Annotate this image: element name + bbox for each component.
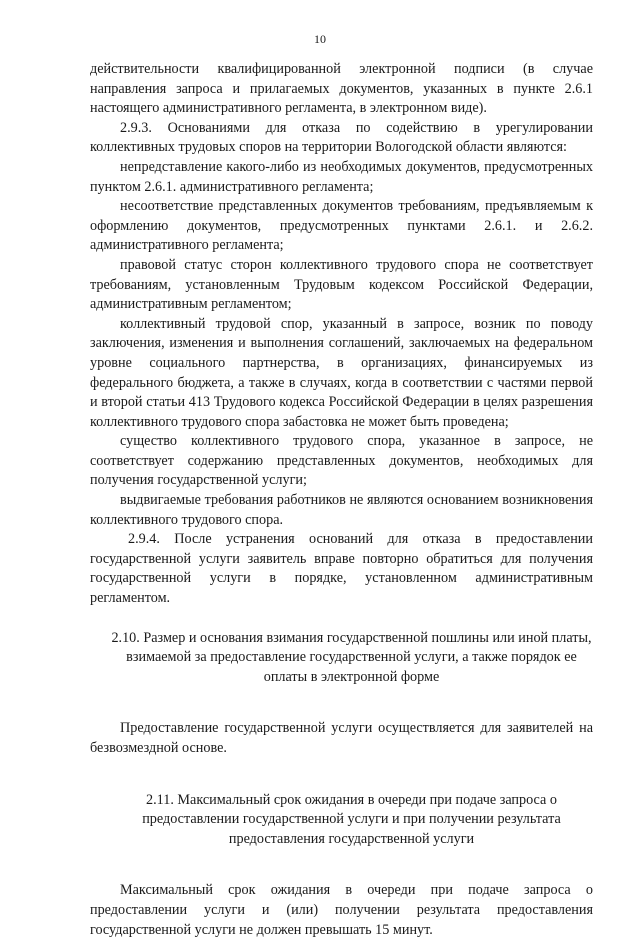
section-text-2-11: Максимальный срок ожидания в очереди при подаче запроса о предоставлении услуги и (или) получении результата предоставления государственной услуги не должен превышать 15 минут. <box>90 882 593 938</box>
list-item-dispute-content: существо коллективного трудового спора, указанное в запросе, не соответствует содержанию представленных документов, необходимых для получения государственной услуги; <box>90 433 593 489</box>
list-item-legal-status: правовой статус сторон коллективного трудового спора не соответствует требованиям, установленным Трудовым кодексом Российской Федерации, административным регламентом; <box>90 256 593 313</box>
document-body <box>90 60 593 940</box>
section-heading-2-11: 2.11. Максимальный срок ожидания в очереди при подаче запроса о предоставлении государственной услуги и при получении результата предоставления государственной услуги <box>142 791 561 847</box>
paragraph-continuation: действительности квалифицированной электронной подписи (в случае направления запроса и прилагаемых документов, указанных в пункте 2.6.1 настоящего административного регламента, в электронном виде). <box>90 61 593 117</box>
page-number: 10 <box>314 32 326 46</box>
paragraph-2-9-3: 2.9.3. Основаниями для отказа по содействию в урегулировании коллективных трудовых споров на территории Вологодской области являются: <box>90 119 593 156</box>
list-item-document-mismatch: несоответствие представленных документов требованиям, предъявляемым к оформлению документов, предусмотренных пунктами 2.6.1. и 2.6.2. административного регламента; <box>90 198 593 254</box>
paragraph-2-9-4: 2.9.4. После устранения оснований для отказа в предоставлении государственной услуги заявитель вправе повторно обратиться для получения государственной услуги в порядке, установленном административным регламентом. <box>90 531 593 607</box>
section-text-2-10: Предоставление государственной услуги осуществляется для заявителей на безвозмездной основе. <box>90 720 593 756</box>
list-item-demands: выдвигаемые требования работников не являются основанием возникновения коллективного трудового спора. <box>90 492 593 528</box>
list-item-missing-documents: непредставление какого-либо из необходимых документов, предусмотренных пунктом 2.6.1. административного регламента; <box>90 158 593 195</box>
section-heading-2-10: 2.10. Размер и основания взимания государственной пошлины или иной платы, взимаемой за предоставление государственной услуги, а также порядок ее оплаты в электронной форме <box>111 629 592 685</box>
list-item-federal-level-dispute: коллективный трудовой спор, указанный в запросе, возник по поводу заключения, изменения и выполнения соглашений, заключаемых на федеральном уровне социального партнерства, в организациях, финансируемых из федерального бюджета, а также в случаях, когда в соответствии с частями первой и второй статьи 413 Трудового кодекса Российской Федерации в целях разрешения коллективного трудового спора забастовка не может быть проведена; <box>90 315 593 430</box>
